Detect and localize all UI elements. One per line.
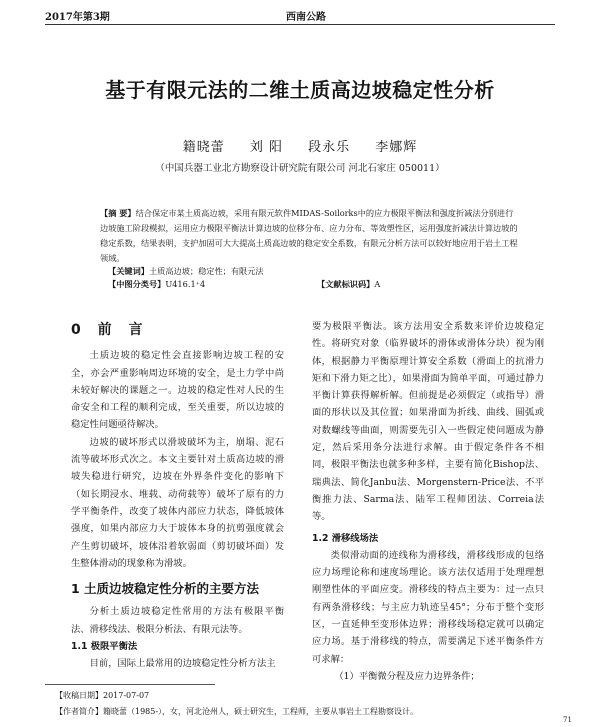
footnote-divider: [45, 684, 215, 685]
affiliation: （中国兵器工业北方勘察设计研究院有限公司 河北石家庄 050011）: [155, 163, 445, 174]
right-paragraph-1: 要为极限平衡法。该方法用安全系数来评价边坡稳定性。将研究对象（临界破坏的滑体或滑体分块）视为刚体，根据静力平衡原理计算安全系数（滑面上的抗滑力矩和下滑力矩之比），如果滑面为简单平面，可通过静力平衡计算获得解析解。但前提是必须假定（或指导）滑面的形状以及其位置；如果滑面为折线、曲线、圆弧或对数螺线等曲面，则需要先引入一些假定使问题成为静定，然后采用条分法进行求解。由于假定条件各不相同，极限平衡法也就多种多样，主要有简化Bishop法、瑞典法、简化Janbu法、Morgenstern-Price法、不平衡推力法、Sarma法、陆军工程师团法、Correia法等。: [312, 321, 544, 523]
intro-paragraph-2: 边坡的破坏形式以滑坡破坏为主，崩塌、泥石流等破坏形式次之。本文主要针对土质高边坡的滑坡失稳进行研究，边坡在外界条件变化的影响下（如长期浸水、堆载、动荷载等）破坏了原有的力学平衡条件，改变了坡体内部应力状态，降低坡体强度，如果内部应力大于坡体本身的抗剪强度就会产生剪切破坏，坡体沿着软弱面（剪切破坏面）发生整体滑动的现象称为滑坡。: [71, 436, 284, 569]
journal-issue: 2017年第3期: [45, 12, 110, 23]
author-introduction: 【作者简介】籍晓蕾（1985-），女，河北沧州人，硕士研究生，工程师，主要从事岩土工程勘察设计。: [55, 707, 419, 716]
keywords: [108, 266, 264, 277]
clc-label: 【中图分类号】: [108, 279, 166, 289]
clc-text: U416.1⁺4: [165, 279, 206, 289]
document-code: [317, 279, 380, 290]
abstract-text: 结合保定市某土质高边坡，采用有限元软件MIDAS-Soilorks中的应力极限平衡法和强度折减法分别进行边坡施工阶段模拟，运用应力极限平衡法计算边坡的位移分布、应力分布、等效塑性区，运用强度折减法计算边坡的稳定系数，结果表明，支护加固可大大提高土质高边坡的稳定安全系数，有限元分析方法可以较好地应用于岩土工程领域。: [100, 208, 518, 263]
received-date: 【收稿日期】2017-07-07: [55, 691, 150, 700]
author-2: 刘 阳: [249, 140, 283, 155]
abstract: [100, 206, 520, 266]
abstract-label: 【摘 要】: [100, 208, 136, 218]
right-paragraph-2: 类似滑动面的迹线称为滑移线，滑移线形成的包络应力场理论称和速度场理论。该方法仅适用于处理理想刚塑性体的平面应变。滑移线的特点主要为：过一点只有两条滑移线；与主应力轨迹呈45°；分布于整个变形区，一直延伸至变形体边界；滑移线场稳定就可以确定应力场。基于滑移线的特点，需要满足下述平衡条件方可求解：: [312, 549, 544, 665]
section-1-1-heading: 1.1 极限平衡法: [71, 641, 138, 653]
section-1-2-heading: 1.2 滑移线场法: [312, 532, 379, 544]
keywords-label: 【关键词】: [108, 266, 149, 276]
section-1-1-paragraph: 目前，国际上最常用的边坡稳定性分析方法主: [89, 658, 276, 670]
classification-number: [108, 279, 205, 290]
journal-name: 西南公路: [286, 12, 326, 23]
intro-heading: 0 前 言: [71, 322, 149, 338]
paper-title: 基于有限元法的二维土质高边坡稳定性分析: [105, 78, 495, 102]
intro-paragraph-1: 土质边坡的稳定性会直接影响边坡工程的安全，亦会严重影响周边环境的安全，是土力学中尚未较好解决的课题之一。边坡的稳定性对人民的生命安全和工程的顺利完成，至关重要，所以边坡的稳定性问题亟待解决。: [71, 350, 284, 431]
doc-code-label: 【文献标识码】: [317, 279, 375, 289]
author-3: 段永乐: [308, 140, 351, 155]
condition-list-item-1: （1）平衡微分程及应力边界条件；: [334, 670, 480, 682]
section-1-paragraph: 分析土质边坡稳定性常用的方法有极限平衡法、滑移线法、极限分析法、有限元法等。: [71, 606, 284, 635]
doc-code-text: A: [374, 279, 381, 289]
right-column: [312, 318, 544, 685]
left-column: [71, 318, 284, 673]
page-number: 71: [563, 716, 572, 724]
author-1: 籍晓蕾: [182, 140, 225, 155]
section-1-heading: 1 土质边坡稳定性分析的主要方法: [71, 581, 260, 597]
header-divider: [45, 24, 555, 25]
author-4: 李娜辉: [375, 140, 418, 155]
keywords-text: 土质高边坡；稳定性；有限元法: [148, 266, 264, 276]
author-list: [0, 136, 600, 155]
